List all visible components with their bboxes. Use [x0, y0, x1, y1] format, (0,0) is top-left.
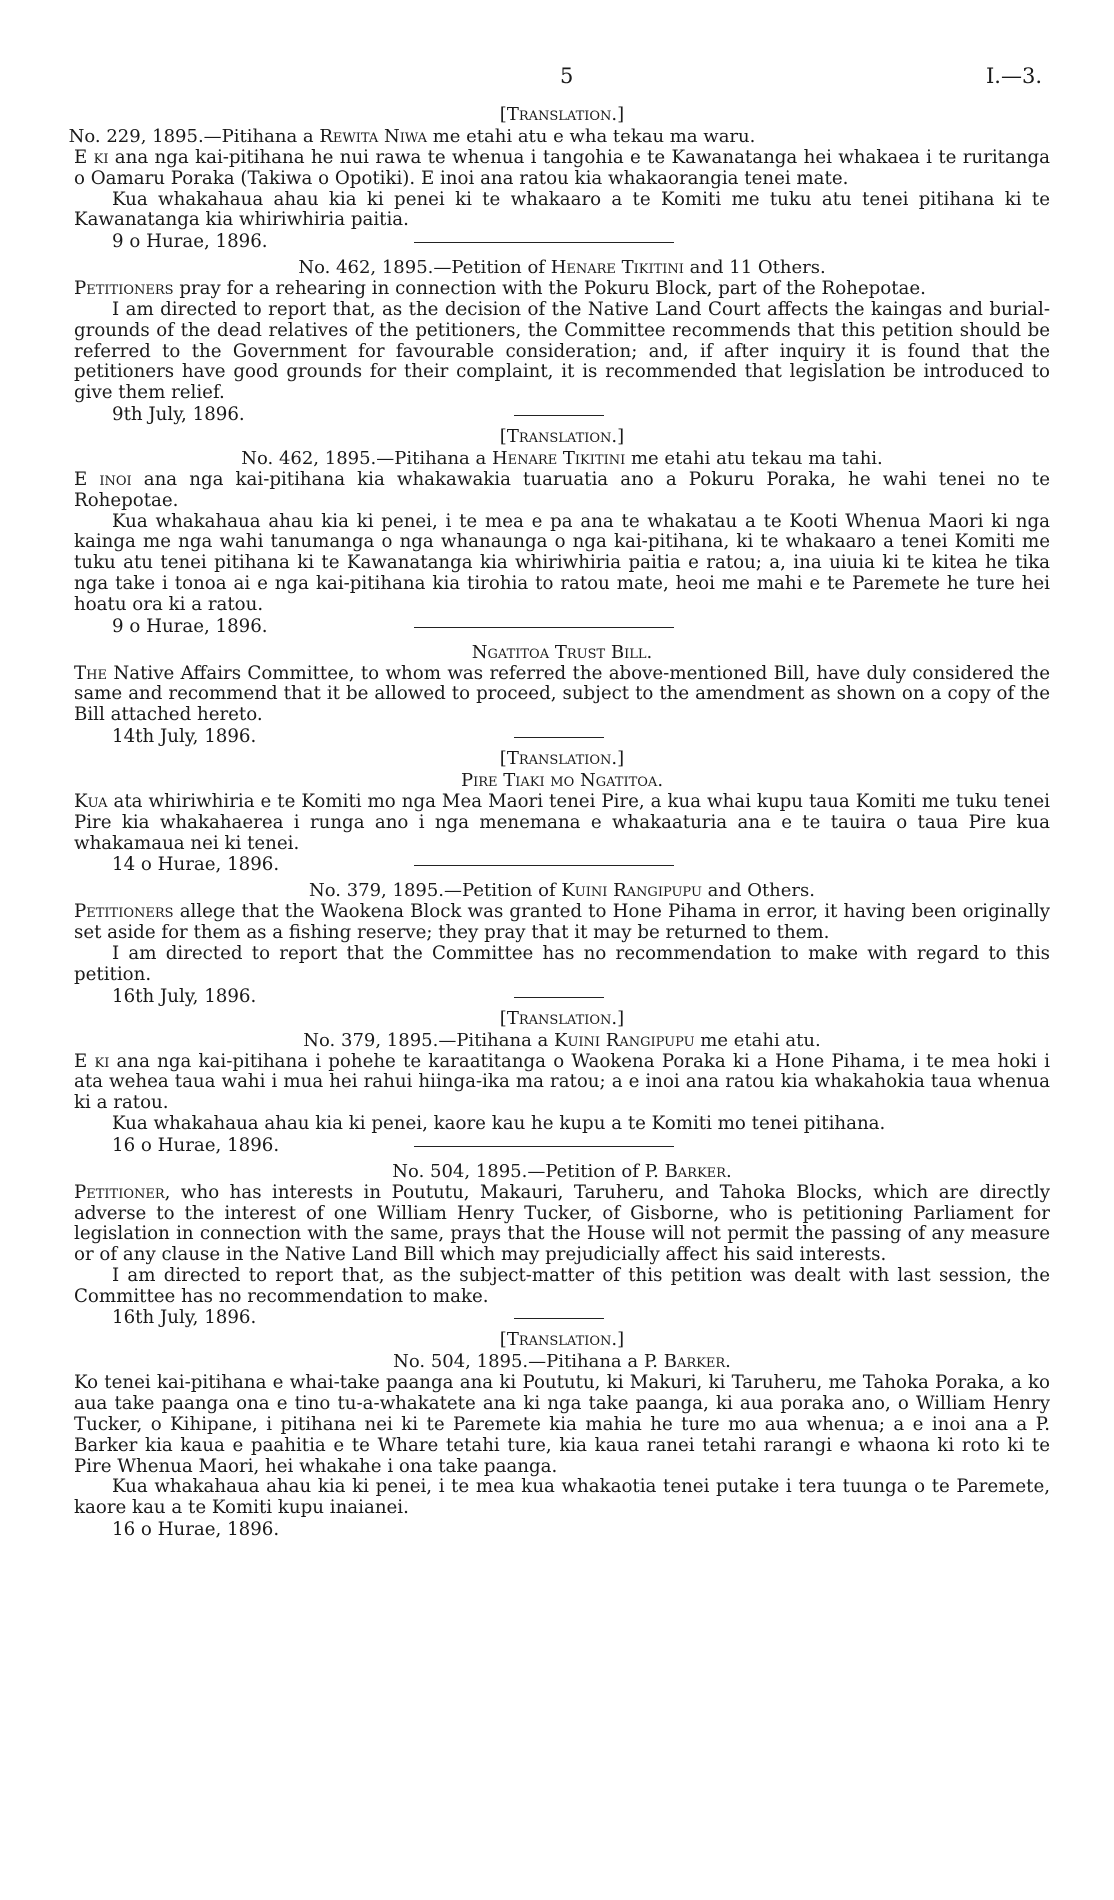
paragraph: Ko tenei kai-pitihana e whai-take paanga ana ki Poututu, ki Makuri, ki Taruheru, me Tahoka Poraka, a ko aua take paanga ona e tino tu-a-whakatete ana ki nga take paanga, ki aua poraka ano, o William Henry Tucker, o Kihipane, i pitihana nei ki te Paremete kia mahia he ture mo aua whenua; a e inoi ana a P. Barker kia kaua e paahitia e te Whare tetahi ture, kia kaua ranei tetahi rarangi e whaona ki roto ki te Pire Whenua Maori, hei whakahe i ona take paanga. [74, 1372, 1050, 1477]
section-462-translation [74, 426, 1050, 638]
translation-label: [Translation.] [499, 425, 625, 447]
section-title: No. 229, 1895.—Pitihana a Rewita Niwa me etahi atu e wha tekau ma waru. [68, 126, 756, 147]
date: 9th July, 1896. [112, 403, 245, 425]
section-ngatitoa-bill [74, 642, 1050, 748]
divider [414, 1146, 674, 1147]
divider [414, 242, 674, 243]
date: 9 o Hurae, 1896. [112, 231, 268, 253]
section-462-petition [74, 257, 1050, 426]
paragraph: Petitioners allege that the Waokena Block was granted to Hone Pihama in error, it having been originally set aside for them as a fishing reserve; they pray that it may be returned to them. [74, 901, 1050, 944]
page-header [74, 64, 1050, 104]
paragraph: Kua whakahaua ahau kia ki penei ki te whakaaro a te Komiti me tuku atu tenei pitihana ki te Kawanatanga kia whiriwhiria paitia. [74, 188, 1050, 231]
divider [414, 627, 674, 628]
date: 9 o Hurae, 1896. [112, 615, 268, 637]
paragraph: I am directed to report that, as the decision of the Native Land Court affects the kaingas and burial-grounds of the dead relatives of the petitioners, the Committee recommends that this petition should be referred to the Government for favourable consideration; and, if after inquiry it is found that the petitioners have good grounds for their complaint, it is recommended that legislation be introduced to give them relief. [74, 298, 1050, 404]
section-ngatitoa-translation [74, 748, 1050, 876]
paragraph: Kua whakahaua ahau kia ki penei, i te mea kua whakaotia tenei putake i tera tuunga o te Paremete, kaore kau a te Komiti kupu inaianei. [74, 1476, 1050, 1519]
section-title: No. 379, 1895.—Petition of Kuini Rangipupu and Others. [308, 880, 815, 902]
date: 16 o Hurae, 1896. [112, 1134, 280, 1156]
date: 14 o Hurae, 1896. [112, 854, 280, 876]
translation-label: [Translation.] [499, 1007, 625, 1029]
paragraph: Kua whakahaua ahau kia ki penei, i te mea e pa ana te whakatau a te Kooti Whenua Maori ki nga kainga me nga wahi tanumanga o nga whanaunga o nga kai-pitihana, ki te whakaaro a tenei Komiti me tuku atu tenei pitihana ki te Kawanatanga kia whiriwhiria paitia e ratou; a, ina uiuia ki te kitea he tika nga take i tonoa ai e nga kai-pitihana kia tirohia to ratou mate, heoi me mahi e te Paremete he ture hei hoatu ora ki a ratou. [74, 510, 1050, 615]
paragraph: E inoi ana nga kai-pitihana kia whakawakia tuaruatia ano a Pokuru Poraka, he wahi tenei no te Rohepotae. [74, 468, 1050, 511]
paragraph: The Native Affairs Committee, to whom was referred the above-mentioned Bill, have duly considered the same and recommend that it be allowed to proceed, subject to the amendment as shown on a copy of the Bill attached hereto. [74, 662, 1050, 726]
paragraph: Petitioner, who has interests in Poututu, Makauri, Taruheru, and Tahoka Blocks, which are directly adverse to the interest of one William Henry Tucker, of Gisborne, who is petitioning Parliament for legislation in connection with the same, prays that the House will not permit the passing of any measure or of any clause in the Native Land Bill which may prejudicially affect his said interests. [74, 1181, 1050, 1266]
section-title: Pire Tiaki mo Ngatitoa. [460, 769, 664, 791]
section-229-translation [68, 104, 1050, 253]
paragraph: Petitioners pray for a rehearing in connection with the Pokuru Block, part of the Rohepotae. [74, 278, 926, 300]
paragraph: I am directed to report that, as the subject-matter of this petition was dealt with last session, the Committee has no recommendation to make. [74, 1264, 1050, 1307]
page-number: 5 [560, 64, 574, 88]
translation-label: [Translation.] [499, 747, 625, 769]
date: 14th July, 1896. [112, 725, 257, 747]
date: 16th July, 1896. [112, 985, 257, 1007]
paragraph: Kua whakahaua ahau kia ki penei, kaore kau he kupu a te Komiti mo tenei pitihana. [112, 1112, 886, 1134]
paragraph: I am directed to report that the Committee has no recommendation to make with regard to this petition. [74, 942, 1050, 985]
section-title: No. 504, 1895.—Pitihana a P. Barker. [393, 1351, 731, 1373]
divider [514, 737, 604, 738]
divider [414, 865, 674, 866]
translation-label: [Translation.] [499, 104, 625, 125]
divider [514, 1318, 604, 1319]
section-title: No. 462, 1895.—Petition of Henare Tikitini and 11 Others. [298, 257, 826, 279]
section-504-petition [74, 1161, 1050, 1330]
document-reference: I.—3. [985, 64, 1042, 88]
paragraph: Kua ata whiriwhiria e te Komiti mo nga Mea Maori tenei Pire, a kua whai kupu taua Komiti me tuku tenei Pire kia whakahaerea i runga ano i nga menemana e whakaaturia ana e te tauira o taua Pire kua whakamaua nei ki tenei. [74, 790, 1050, 854]
section-title: No. 462, 1895.—Pitihana a Henare Tikitini me etahi atu tekau ma tahi. [241, 447, 883, 469]
divider [514, 415, 604, 416]
date: 16th July, 1896. [112, 1307, 257, 1329]
section-379-petition [74, 880, 1050, 1007]
translation-label: [Translation.] [499, 1329, 625, 1351]
document-page [68, 64, 1050, 1541]
section-title: No. 504, 1895.—Petition of P. Barker. [392, 1160, 732, 1182]
paragraph: E ki ana nga kai-pitihana he nui rawa te whenua i tangohia e te Kawanatanga hei whakaea i te ruritanga o Oamaru Poraka (Takiwa o Opotiki). E inoi ana ratou kia whakaorangia tenei mate. [74, 147, 1050, 189]
section-title: Ngatitoa Trust Bill. [471, 641, 653, 663]
divider [514, 997, 604, 998]
section-379-translation [74, 1008, 1050, 1157]
date: 16 o Hurae, 1896. [112, 1519, 280, 1541]
section-title: No. 379, 1895.—Pitihana a Kuini Rangipupu me etahi atu. [303, 1029, 821, 1051]
paragraph: E ki ana nga kai-pitihana i pohehe te karaatitanga o Waokena Poraka ki a Hone Pihama, i te mea hoki i ata wehea taua wahi i mua hei rahui hiinga-ika ma ratou; a e inoi ana ratou kia whakahokia taua whenua ki a ratou. [74, 1050, 1050, 1114]
section-504-translation [74, 1329, 1050, 1540]
